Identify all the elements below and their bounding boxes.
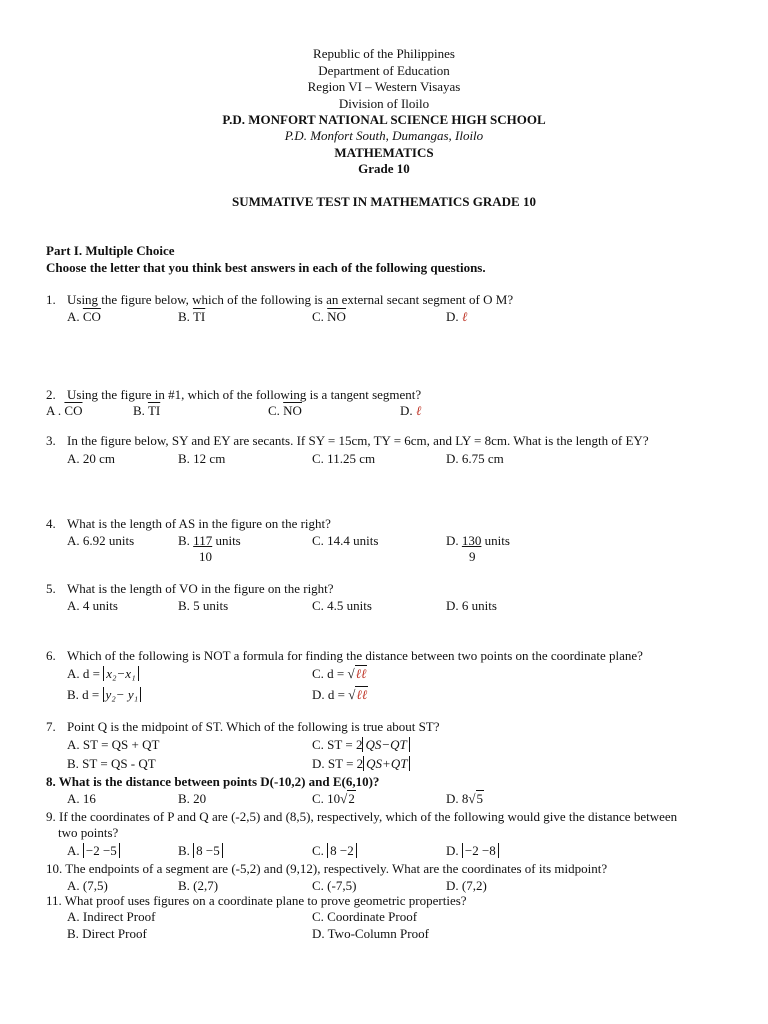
choice-b <box>178 533 241 549</box>
choice-label: C. <box>312 843 328 858</box>
question-text: Point Q is the midpoint of ST. Which of the following is true about ST? <box>67 719 440 734</box>
segment-co: $\overline{CO}$ <box>82 309 101 324</box>
absolute-value-expression: QS−QT <box>362 737 409 752</box>
header-division: Division of Iloilo <box>338 96 430 111</box>
choice-c <box>268 403 302 419</box>
absolute-value-expression: −2 −5 <box>83 843 120 858</box>
choice-label: C. 10√ <box>312 791 348 806</box>
segment-ti: $\overline{TI}$ <box>147 403 161 418</box>
question-text-continued: two points? <box>58 825 119 840</box>
choice-label: D. <box>446 843 462 858</box>
choice-c <box>312 309 346 325</box>
fraction-denominator: 10 <box>199 549 212 564</box>
choice-d <box>446 791 484 807</box>
question-text: Using the figure in #1, which of the following is a tangent segment? <box>67 387 422 402</box>
choice-c <box>312 791 356 807</box>
absolute-value-expression: −2 −8 <box>462 843 499 858</box>
question-number: 5. <box>46 581 56 596</box>
choice-label: D. ST = 2 <box>312 756 364 771</box>
fraction-numerator: 130 <box>461 533 482 548</box>
unit-label: units <box>481 533 510 548</box>
choice-c: C. 11.25 cm <box>312 451 376 466</box>
choice-b <box>133 403 160 419</box>
part1-instructions: Choose the letter that you think best answers in each of the following questions. <box>46 260 486 275</box>
header-region: Region VI – Western Visayas <box>307 79 461 94</box>
part1-title: Part I. Multiple Choice <box>46 243 175 258</box>
broken-symbol: ℓ <box>415 403 422 418</box>
choice-label: A . <box>46 403 65 418</box>
choice-label: B. d = <box>67 687 103 702</box>
choice-label: D. d = √ <box>312 687 356 702</box>
choice-a: A. 4 units <box>67 598 118 613</box>
absolute-value-expression: 8 −5 <box>193 843 223 858</box>
absolute-value-expression: 8 −2 <box>327 843 357 858</box>
choice-a: A. 20 cm <box>67 451 116 466</box>
choice-c <box>312 843 357 859</box>
choice-c: C. 14.4 units <box>312 533 379 548</box>
question-text: Which of the following is NOT a formula for finding the distance between two points on the coordinate plane? <box>67 648 643 663</box>
question-text: In the figure below, SY and EY are secants. If SY = 15cm, TY = 6cm, and LY = 8cm. What is the length of EY? <box>67 433 649 448</box>
choice-c: C. Coordinate Proof <box>312 909 418 924</box>
choice-label: A. <box>67 309 83 324</box>
question-text: 10. The endpoints of a segment are (-5,2) and (9,12), respectively. What are the coordinates of its midpoint? <box>46 861 608 876</box>
choice-b: B. Direct Proof <box>67 926 147 941</box>
question-number: 3. <box>46 433 56 448</box>
choice-b <box>67 687 141 703</box>
choice-label: D. 8√ <box>446 791 476 806</box>
choice-a <box>67 843 120 859</box>
choice-a: A. ST = QS + QT <box>67 737 160 752</box>
choice-label: B. <box>178 843 194 858</box>
broken-radicand: ℓℓ <box>355 666 367 681</box>
choice-d <box>446 533 510 549</box>
radicand: 2 <box>348 791 355 806</box>
choice-label: C. <box>268 403 284 418</box>
unit-label: units <box>212 533 241 548</box>
choice-d <box>312 687 368 703</box>
header-republic: Republic of the Philippines <box>313 46 455 61</box>
grade-level: Grade 10 <box>358 161 410 176</box>
choice-label: A. d = <box>67 666 104 681</box>
choice-c: C. 4.5 units <box>312 598 372 613</box>
choice-d: D. 6 units <box>446 598 497 613</box>
question-text: What is the length of VO in the figure on the right? <box>67 581 334 596</box>
choice-a <box>67 309 101 325</box>
choice-label: D. <box>446 533 462 548</box>
choice-a: A. 16 <box>67 791 96 806</box>
test-title: SUMMATIVE TEST IN MATHEMATICS GRADE 10 <box>232 194 536 209</box>
choice-label: C. <box>312 309 328 324</box>
choice-a: A. Indirect Proof <box>67 909 156 924</box>
choice-a: A. (7,5) <box>67 878 108 893</box>
radicand: 5 <box>476 791 484 806</box>
choice-c: C. (-7,5) <box>312 878 357 893</box>
choice-label: C. d = √ <box>312 666 355 681</box>
choice-d: D. (7,2) <box>446 878 487 893</box>
fraction-denominator: 9 <box>469 549 476 564</box>
broken-radicand: ℓℓ <box>356 687 368 702</box>
choice-label: C. ST = 2 <box>312 737 363 752</box>
choice-d <box>446 843 499 859</box>
choice-b: B. ST = QS - QT <box>67 756 156 771</box>
question-text: 9. If the coordinates of P and Q are (-2,5) and (8,5), respectively, which of the following would give the distance between <box>46 809 678 824</box>
choice-b <box>178 309 205 325</box>
choice-d: D. 6.75 cm <box>446 451 504 466</box>
school-address: P.D. Monfort South, Dumangas, Iloilo <box>284 128 484 143</box>
choice-d <box>312 756 410 772</box>
question-number: 7. <box>46 719 56 734</box>
question-text: Using the figure below, which of the following is an external secant segment of O M? <box>67 292 514 307</box>
choice-label: A. <box>67 843 83 858</box>
choice-b: B. 5 units <box>178 598 229 613</box>
school-name: P.D. MONFORT NATIONAL SCIENCE HIGH SCHOOL <box>222 112 546 127</box>
question-text: 8. What is the distance between points D(-10,2) and E(6,10)? <box>46 774 380 789</box>
choice-c <box>312 737 410 753</box>
broken-symbol: ℓ <box>461 309 468 324</box>
choice-a: A. 6.92 units <box>67 533 135 548</box>
choice-a <box>67 666 139 682</box>
header-department: Department of Education <box>318 63 450 78</box>
choice-d <box>446 309 467 325</box>
choice-b: B. 20 <box>178 791 207 806</box>
choice-b: B. (2,7) <box>178 878 219 893</box>
choice-label: D. <box>400 403 416 418</box>
choice-label: B. <box>133 403 148 418</box>
choice-label: B. <box>178 309 193 324</box>
choice-label: D. <box>446 309 462 324</box>
question-text: What is the length of AS in the figure on the right? <box>67 516 331 531</box>
question-number: 1. <box>46 292 56 307</box>
absolute-value-expression: y₂− y₁ <box>103 687 142 702</box>
subject-title: MATHEMATICS <box>334 145 434 160</box>
choice-b <box>178 843 223 859</box>
choice-d <box>400 403 421 419</box>
absolute-value-expression: x₂−x₁ <box>103 666 138 681</box>
question-number: 6. <box>46 648 56 663</box>
choice-a <box>46 403 82 419</box>
segment-no: $\overline{NO}$ <box>327 309 346 324</box>
segment-co: $\overline{CO}$ <box>64 403 83 418</box>
question-number: 4. <box>46 516 56 531</box>
choice-c <box>312 666 367 682</box>
question-text: 11. What proof uses figures on a coordinate plane to prove geometric properties? <box>46 893 467 908</box>
choice-label: B. <box>178 533 194 548</box>
fraction-numerator: 117 <box>193 533 213 548</box>
segment-ti: $\overline{TI}$ <box>192 309 206 324</box>
absolute-value-expression: QS+QT <box>363 756 410 771</box>
segment-no: $\overline{NO}$ <box>283 403 302 418</box>
choice-b: B. 12 cm <box>178 451 226 466</box>
choice-d: D. Two-Column Proof <box>312 926 429 941</box>
question-number: 2. <box>46 387 56 402</box>
